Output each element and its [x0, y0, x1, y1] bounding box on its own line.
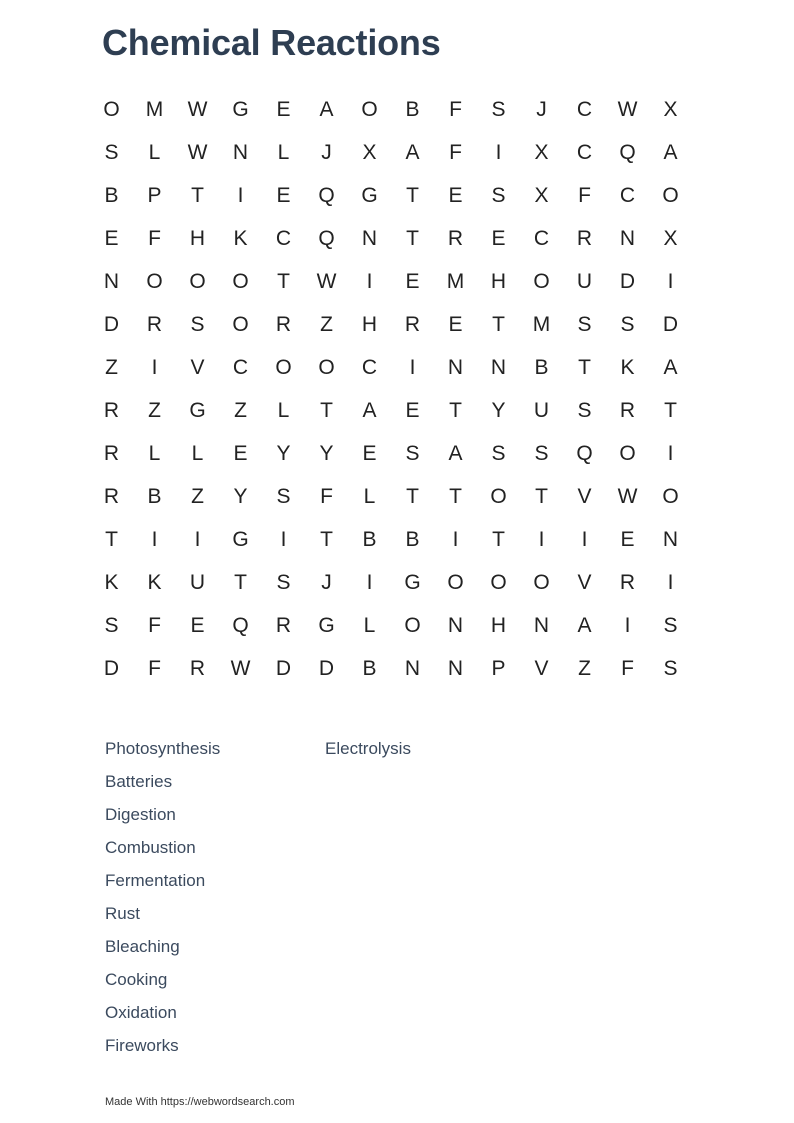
grid-letter: T	[191, 184, 204, 207]
grid-letter: R	[619, 399, 636, 422]
grid-letter: X	[663, 227, 678, 250]
grid-letter: C	[361, 356, 378, 379]
grid-letter: B	[362, 528, 377, 551]
grid-letter: R	[447, 227, 464, 250]
grid-letter: R	[404, 313, 421, 336]
grid-letter: O	[662, 184, 679, 207]
word-list-item: Fireworks	[105, 1036, 179, 1055]
grid-letter: O	[146, 270, 163, 293]
grid-letter: W	[617, 485, 638, 508]
grid-letter: F	[148, 657, 161, 680]
grid-letter: T	[492, 528, 505, 551]
grid-letter: T	[449, 485, 462, 508]
grid-letter: F	[148, 227, 161, 250]
grid-letter: M	[532, 313, 551, 336]
grid-letter: V	[577, 485, 592, 508]
grid-letter: O	[361, 98, 378, 121]
grid-letter: G	[318, 614, 335, 637]
grid-letter: N	[103, 270, 120, 293]
grid-letter: S	[190, 313, 205, 336]
grid-letter: I	[366, 270, 373, 293]
grid-letter: X	[534, 141, 549, 164]
grid-letter: I	[667, 270, 674, 293]
grid-letter: F	[449, 98, 462, 121]
grid-letter: F	[320, 485, 333, 508]
grid-letter: E	[233, 442, 248, 465]
grid-letter: I	[538, 528, 545, 551]
grid-letter: V	[534, 657, 549, 680]
grid-letter: E	[491, 227, 506, 250]
grid-letter: Y	[491, 399, 506, 422]
word-list-item: Batteries	[105, 772, 173, 791]
grid-letter: S	[491, 98, 506, 121]
grid-letter: H	[490, 270, 507, 293]
grid-letter: G	[361, 184, 378, 207]
grid-letter: N	[619, 227, 636, 250]
word-list-item: Combustion	[105, 838, 196, 857]
grid-letter: B	[405, 528, 420, 551]
grid-letter: E	[190, 614, 205, 637]
grid-letter: E	[276, 98, 291, 121]
grid-letter: H	[189, 227, 206, 250]
grid-letter: L	[277, 399, 290, 422]
grid-letter: M	[145, 98, 164, 121]
grid-letter: O	[103, 98, 120, 121]
grid-letter: L	[191, 442, 204, 465]
grid-letter: R	[146, 313, 163, 336]
grid-letter: U	[533, 399, 550, 422]
grid-letter: I	[194, 528, 201, 551]
page-title: Chemical Reactions	[102, 22, 441, 63]
grid-letter: T	[320, 528, 333, 551]
grid-letter: L	[363, 485, 376, 508]
grid-letter: N	[490, 356, 507, 379]
grid-letter: Z	[234, 399, 247, 422]
grid-letter: K	[620, 356, 635, 379]
grid-letter: L	[363, 614, 376, 637]
grid-row	[90, 217, 692, 260]
grid-letter: M	[446, 270, 465, 293]
grid-letter: J	[321, 141, 332, 164]
grid-letter: S	[534, 442, 549, 465]
word-list-column-1	[105, 735, 220, 1065]
grid-letter: I	[151, 356, 158, 379]
grid-letter: I	[237, 184, 244, 207]
grid-letter: S	[104, 614, 119, 637]
grid-letter: A	[663, 141, 678, 164]
grid-row	[90, 389, 692, 432]
grid-letter: T	[105, 528, 118, 551]
grid-row	[90, 561, 692, 604]
grid-letter: O	[232, 270, 249, 293]
grid-letter: F	[449, 141, 462, 164]
grid-letter: S	[663, 614, 678, 637]
grid-letter: E	[448, 184, 463, 207]
grid-letter: O	[533, 270, 550, 293]
grid-letter: B	[534, 356, 549, 379]
grid-letter: W	[316, 270, 337, 293]
grid-letter: K	[147, 571, 162, 594]
grid-letter: K	[233, 227, 248, 250]
grid-letter: E	[276, 184, 291, 207]
grid-letter: Z	[320, 313, 333, 336]
grid-letter: S	[663, 657, 678, 680]
word-list-item: Digestion	[105, 805, 176, 824]
footer-credit: Made With https://webwordsearch.com	[105, 1096, 295, 1108]
grid-letter: F	[621, 657, 634, 680]
grid-letter: N	[447, 657, 464, 680]
grid-row	[90, 432, 692, 475]
grid-letter: D	[275, 657, 292, 680]
grid-letter: S	[104, 141, 119, 164]
grid-letter: N	[232, 141, 249, 164]
grid-letter: B	[147, 485, 162, 508]
grid-letter: J	[536, 98, 547, 121]
grid-letter: E	[448, 313, 463, 336]
grid-letter: R	[103, 442, 120, 465]
grid-letter: T	[492, 313, 505, 336]
word-list-item: Photosynthesis	[105, 739, 221, 758]
grid-letter: O	[189, 270, 206, 293]
word-list-item: Fermentation	[105, 871, 206, 890]
grid-row	[90, 346, 692, 389]
grid-letter: A	[319, 98, 334, 121]
grid-letter: Y	[233, 485, 248, 508]
grid-letter: A	[577, 614, 592, 637]
grid-letter: I	[151, 528, 158, 551]
grid-letter: O	[490, 485, 507, 508]
grid-letter: A	[448, 442, 463, 465]
grid-letter: O	[662, 485, 679, 508]
grid-letter: R	[103, 485, 120, 508]
grid-row	[90, 131, 692, 174]
grid-letter: B	[104, 184, 119, 207]
grid-letter: U	[576, 270, 593, 293]
grid-letter: C	[232, 356, 249, 379]
grid-letter: D	[619, 270, 636, 293]
grid-letter: D	[103, 313, 120, 336]
grid-letter: S	[577, 313, 592, 336]
grid-letter: P	[147, 184, 162, 207]
grid-letter: Q	[232, 614, 249, 637]
grid-row	[90, 647, 692, 690]
grid-letter: T	[449, 399, 462, 422]
grid-letter: I	[667, 442, 674, 465]
grid-letter: C	[275, 227, 292, 250]
word-list-column-2	[325, 735, 411, 768]
grid-letter: C	[533, 227, 550, 250]
grid-letter: O	[619, 442, 636, 465]
grid-letter: E	[405, 270, 420, 293]
grid-letter: E	[405, 399, 420, 422]
grid-letter: O	[275, 356, 292, 379]
grid-letter: Y	[319, 442, 334, 465]
grid-letter: T	[578, 356, 591, 379]
grid-letter: B	[405, 98, 420, 121]
grid-letter: R	[103, 399, 120, 422]
grid-letter: R	[189, 657, 206, 680]
grid-letter: S	[276, 571, 291, 594]
grid-letter: R	[275, 313, 292, 336]
grid-letter: I	[581, 528, 588, 551]
grid-letter: I	[495, 141, 502, 164]
grid-row	[90, 475, 692, 518]
grid-letter: N	[404, 657, 421, 680]
letter-grid	[90, 88, 692, 690]
grid-letter: V	[190, 356, 205, 379]
grid-letter: T	[234, 571, 247, 594]
grid-letter: S	[491, 184, 506, 207]
grid-letter: U	[189, 571, 206, 594]
grid-letter: P	[491, 657, 506, 680]
grid-letter: T	[664, 399, 677, 422]
grid-letter: G	[232, 98, 249, 121]
grid-letter: T	[406, 227, 419, 250]
grid-letter: O	[404, 614, 421, 637]
grid-letter: Z	[191, 485, 204, 508]
grid-row	[90, 604, 692, 647]
grid-letter: W	[617, 98, 638, 121]
grid-letter: W	[187, 98, 208, 121]
grid-letter: G	[232, 528, 249, 551]
grid-letter: Y	[276, 442, 291, 465]
grid-letter: X	[534, 184, 549, 207]
grid-letter: S	[491, 442, 506, 465]
grid-letter: R	[619, 571, 636, 594]
grid-letter: N	[533, 614, 550, 637]
grid-row	[90, 260, 692, 303]
grid-letter: L	[148, 141, 161, 164]
grid-letter: S	[276, 485, 291, 508]
grid-letter: J	[321, 571, 332, 594]
grid-letter: I	[280, 528, 287, 551]
grid-letter: W	[230, 657, 251, 680]
grid-letter: N	[447, 356, 464, 379]
grid-letter: O	[490, 571, 507, 594]
grid-letter: I	[452, 528, 459, 551]
grid-row	[90, 174, 692, 217]
word-list-item: Electrolysis	[325, 739, 411, 758]
grid-letter: W	[187, 141, 208, 164]
grid-letter: T	[277, 270, 290, 293]
grid-letter: D	[103, 657, 120, 680]
grid-letter: R	[275, 614, 292, 637]
grid-letter: B	[362, 657, 377, 680]
grid-letter: L	[148, 442, 161, 465]
grid-letter: A	[663, 356, 678, 379]
grid-letter: A	[405, 141, 420, 164]
grid-row	[90, 303, 692, 346]
grid-letter: R	[576, 227, 593, 250]
grid-letter: O	[533, 571, 550, 594]
grid-letter: D	[318, 657, 335, 680]
grid-letter: E	[620, 528, 635, 551]
grid-letter: G	[404, 571, 421, 594]
grid-letter: Q	[576, 442, 593, 465]
grid-letter: X	[663, 98, 678, 121]
grid-letter: H	[361, 313, 378, 336]
grid-letter: E	[362, 442, 377, 465]
grid-letter: Z	[578, 657, 591, 680]
grid-letter: C	[576, 98, 593, 121]
grid-row	[90, 88, 692, 131]
grid-letter: S	[405, 442, 420, 465]
grid-letter: T	[406, 184, 419, 207]
word-list-item: Bleaching	[105, 937, 180, 956]
grid-letter: Z	[148, 399, 161, 422]
grid-letter: L	[277, 141, 290, 164]
grid-letter: T	[320, 399, 333, 422]
grid-letter: Q	[318, 184, 335, 207]
grid-letter: T	[406, 485, 419, 508]
grid-letter: T	[535, 485, 548, 508]
grid-letter: A	[362, 399, 377, 422]
word-list-item: Rust	[105, 904, 140, 923]
grid-letter: I	[409, 356, 416, 379]
grid-letter: C	[619, 184, 636, 207]
grid-letter: I	[366, 571, 373, 594]
grid-letter: Q	[318, 227, 335, 250]
grid-letter: G	[189, 399, 206, 422]
grid-letter: Q	[619, 141, 636, 164]
grid-letter: K	[104, 571, 119, 594]
grid-letter: F	[148, 614, 161, 637]
grid-letter: F	[578, 184, 591, 207]
grid-letter: N	[662, 528, 679, 551]
grid-letter: C	[576, 141, 593, 164]
grid-letter: I	[624, 614, 631, 637]
grid-letter: Z	[105, 356, 118, 379]
grid-letter: D	[662, 313, 679, 336]
grid-letter: I	[667, 571, 674, 594]
grid-letter: O	[447, 571, 464, 594]
word-list-item: Oxidation	[105, 1003, 177, 1022]
grid-letter: S	[577, 399, 592, 422]
grid-letter: S	[620, 313, 635, 336]
grid-letter: O	[232, 313, 249, 336]
grid-letter: N	[447, 614, 464, 637]
grid-letter: N	[361, 227, 378, 250]
grid-row	[90, 518, 692, 561]
grid-letter: X	[362, 141, 377, 164]
grid-letter: V	[577, 571, 592, 594]
grid-letter: E	[104, 227, 119, 250]
word-list-item: Cooking	[105, 970, 168, 989]
grid-letter: H	[490, 614, 507, 637]
grid-letter: O	[318, 356, 335, 379]
